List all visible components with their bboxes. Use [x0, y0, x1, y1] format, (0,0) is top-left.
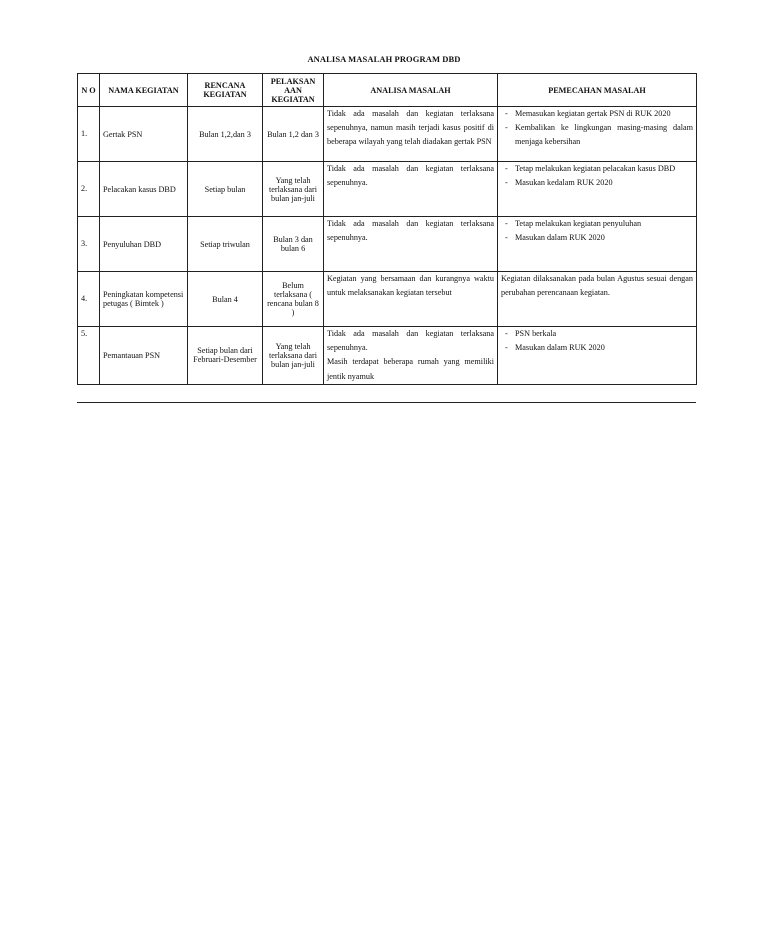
row-nama-kegiatan: Penyuluhan DBD — [100, 217, 188, 272]
row-rencana: Setiap triwulan — [188, 217, 263, 272]
table-header-row — [78, 74, 697, 107]
row-analisa — [324, 162, 498, 217]
row-no: 2. — [78, 162, 100, 217]
pemecahan-text: Kegiatan dilaksanakan pada bulan Agustus sesuai dengan perubahan perencanaan kegiatan. — [501, 274, 693, 298]
pemecahan-item: - Masukan kedalam RUK 2020 — [501, 176, 693, 190]
row-rencana: Setiap bulan dari Februari-Desember — [188, 327, 263, 385]
row-analisa — [324, 272, 498, 327]
analysis-table — [77, 73, 697, 385]
row-analisa — [324, 327, 498, 385]
row-nama-kegiatan: Peningkatan kompetensi petugas ( Bimtek ) — [100, 272, 188, 327]
pemecahan-item: - Masukan dalam RUK 2020 — [501, 341, 693, 355]
row-nama-kegiatan: Pelacakan kasus DBD — [100, 162, 188, 217]
pemecahan-item: - Memasukan kegiatan gertak PSN di RUK 2020 — [501, 107, 693, 121]
row-analisa — [324, 107, 498, 162]
table-row — [78, 272, 697, 327]
row-pemecahan — [498, 162, 697, 217]
header-nama-kegiatan: NAMA KEGIATAN — [100, 74, 188, 107]
row-pemecahan — [498, 217, 697, 272]
row-nama-kegiatan: Pemantauan PSN — [100, 327, 188, 385]
header-rencana-kegiatan: RENCANA KEGIATAN — [188, 74, 263, 107]
row-analisa — [324, 217, 498, 272]
bottom-divider — [77, 402, 696, 403]
analisa-text: Tidak ada masalah dan kegiatan terlaksana sepenuhnya. — [327, 164, 494, 188]
analisa-text: Kegiatan yang bersamaan dan kurangnya waktu untuk melaksanakan kegiatan tersebut — [327, 274, 494, 298]
row-pelaksanaan: Yang telah terlaksana dari bulan jan-juli — [263, 162, 324, 217]
header-pemecahan-masalah: PEMECAHAN MASALAH — [498, 74, 697, 107]
pemecahan-item: - Masukan dalam RUK 2020 — [501, 231, 693, 245]
row-no: 4. — [78, 272, 100, 327]
row-nama-kegiatan: Gertak PSN — [100, 107, 188, 162]
header-analisa-masalah: ANALISA MASALAH — [324, 74, 498, 107]
row-rencana: Bulan 4 — [188, 272, 263, 327]
table-row — [78, 107, 697, 162]
row-pemecahan — [498, 107, 697, 162]
row-pelaksanaan: Yang telah terlaksana dari bulan jan-juli — [263, 327, 324, 385]
pemecahan-item: - Kembalikan ke lingkungan masing-masing dalam menjaga kebersihan — [501, 121, 693, 149]
table-row — [78, 217, 697, 272]
row-pemecahan — [498, 272, 697, 327]
table-row — [78, 327, 697, 385]
row-pelaksanaan: Belum terlaksana ( rencana bulan 8 ) — [263, 272, 324, 327]
row-pelaksanaan: Bulan 3 dan bulan 6 — [263, 217, 324, 272]
analisa-text: Masih terdapat beberapa rumah yang memiliki jentik nyamuk — [327, 357, 494, 381]
analisa-text: Tidak ada masalah dan kegiatan terlaksana sepenuhnya, namun masih terjadi kasus positif di beberapa wilayah yang telah diadakan gertak PSN — [327, 109, 494, 147]
analisa-text: Tidak ada masalah dan kegiatan terlaksana sepenuhnya. — [327, 219, 494, 243]
row-no: 1. — [78, 107, 100, 162]
row-pemecahan — [498, 327, 697, 385]
row-no: 3. — [78, 217, 100, 272]
analisa-text: Tidak ada masalah dan kegiatan terlaksana sepenuhnya. — [327, 329, 494, 353]
document-title: ANALISA MASALAH PROGRAM DBD — [307, 54, 461, 64]
pemecahan-item: - Tetap melakukan kegiatan pelacakan kasus DBD — [501, 162, 693, 176]
table-row — [78, 162, 697, 217]
row-rencana: Bulan 1,2,dan 3 — [188, 107, 263, 162]
header-no: N O — [78, 74, 100, 107]
row-no: 5. — [78, 327, 100, 385]
pemecahan-item: - Tetap melakukan kegiatan penyuluhan — [501, 217, 693, 231]
row-pelaksanaan: Bulan 1,2 dan 3 — [263, 107, 324, 162]
header-pelaksanaan-kegiatan: PELAKSAN AAN KEGIATAN — [263, 74, 324, 107]
pemecahan-item: - PSN berkala — [501, 327, 693, 341]
row-rencana: Setiap bulan — [188, 162, 263, 217]
